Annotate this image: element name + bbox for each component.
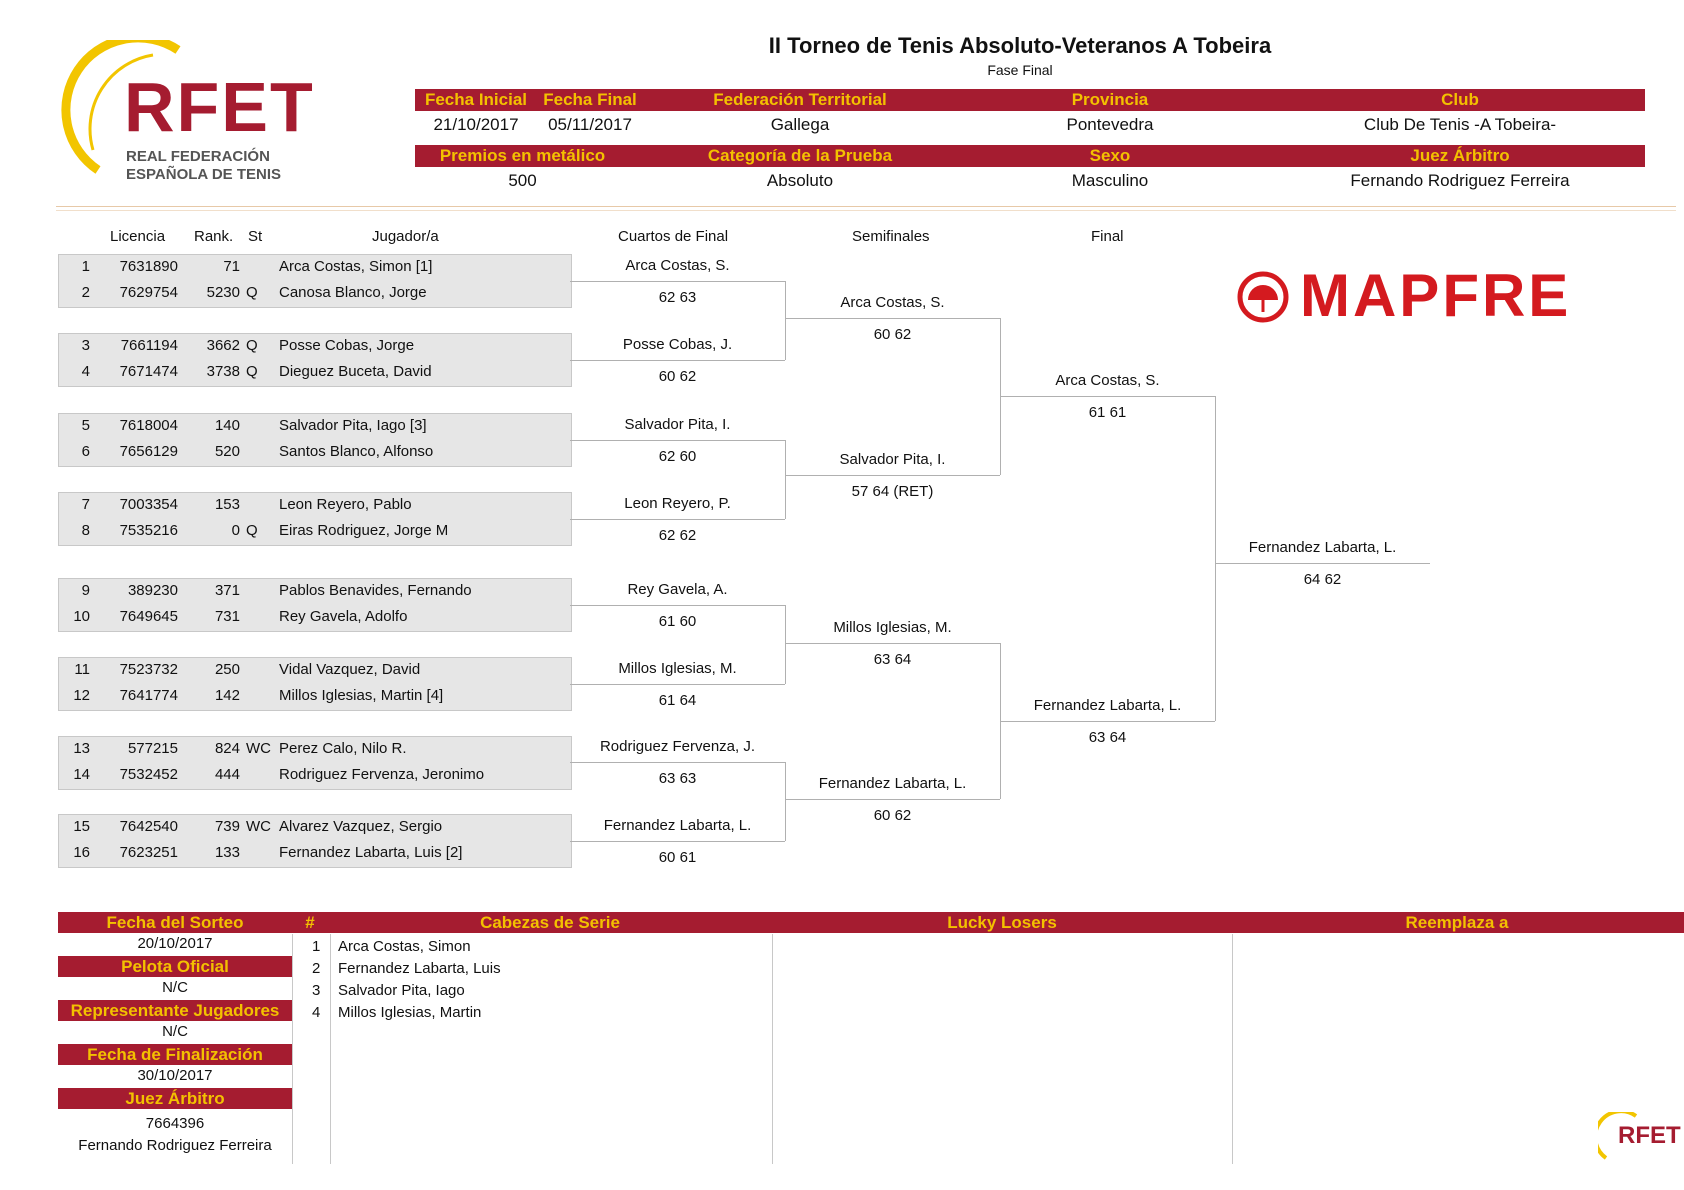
sf-winner: Millos Iglesias, M. — [833, 619, 952, 636]
label-club: Club — [1441, 90, 1479, 109]
info-header-bar-1 — [415, 89, 1645, 111]
label-juez: Juez Árbitro — [1410, 146, 1510, 165]
value-categoria: Absoluto — [766, 171, 834, 190]
player-status — [246, 843, 276, 863]
player-position: 13 — [73, 740, 90, 757]
value-provincia: Pontevedra — [1066, 115, 1154, 134]
qf-line — [570, 605, 785, 606]
label-premios: Premios en metálico — [439, 146, 606, 165]
final-score: 63 64 — [1088, 729, 1127, 746]
player-rank: 3662 — [206, 337, 240, 354]
finalizacion-label: Fecha de Finalización — [58, 1044, 292, 1065]
player-status: WC — [246, 818, 271, 835]
fecha-sorteo-label: Fecha del Sorteo — [58, 912, 292, 933]
player-name: Dieguez Buceta, David — [279, 363, 432, 380]
player-position: 15 — [73, 818, 90, 835]
player-license: 7629754 — [119, 284, 178, 301]
player-position: 3 — [81, 337, 90, 354]
player-name: Canosa Blanco, Jorge — [279, 284, 427, 301]
player-rank: 3738 — [206, 363, 240, 380]
player-status: Q — [246, 522, 258, 539]
player-rank: 133 — [214, 844, 240, 861]
col-final: Final — [1091, 228, 1124, 245]
info-header-bar-2 — [415, 145, 1645, 167]
player-license: 7661194 — [120, 337, 178, 354]
player-name: Posse Cobas, Jorge — [279, 337, 415, 354]
rfet-logo-line1: REAL FEDERACIÓN — [126, 148, 270, 165]
player-rank: 739 — [214, 818, 240, 835]
col-qf: Cuartos de Final — [618, 228, 729, 245]
player-position: 5 — [81, 417, 90, 434]
sf-score: 60 62 — [873, 326, 912, 343]
player-name: Leon Reyero, Pablo — [279, 496, 412, 513]
qf-score: 63 63 — [658, 770, 697, 787]
col-st: St — [248, 228, 263, 245]
player-rank: 5230 — [206, 284, 240, 301]
player-license: 7649645 — [119, 608, 178, 625]
player-status — [246, 442, 276, 462]
footer-divider-1 — [292, 934, 293, 1164]
qf-score: 60 61 — [658, 849, 697, 866]
seed-name: Millos Iglesias, Martin — [338, 1004, 482, 1021]
seed-number: 3 — [312, 982, 321, 999]
sf-line — [785, 643, 1000, 644]
representante-label: Representante Jugadores — [58, 1000, 292, 1021]
qf-line — [570, 281, 785, 282]
player-rank: 71 — [223, 258, 240, 275]
player-name: Eiras Rodriguez, Jorge M — [279, 522, 449, 539]
header-separator — [56, 206, 1676, 207]
value-premios: 500 — [508, 171, 537, 190]
hash-label: # — [305, 913, 315, 932]
reemplaza-label: Reemplaza a — [1405, 913, 1509, 932]
player-license: 7003354 — [119, 496, 178, 513]
sf-connector — [1000, 643, 1001, 799]
info-values-1 — [415, 114, 1645, 136]
player-rank: 140 — [214, 417, 240, 434]
value-sexo: Masculino — [1071, 171, 1149, 190]
qf-connector — [785, 605, 786, 684]
player-license: 7631890 — [119, 258, 178, 275]
value-fecha-final: 05/11/2017 — [548, 115, 632, 134]
page-subtitle: Fase Final — [987, 62, 1053, 78]
qf-line — [570, 841, 785, 842]
qf-winner: Posse Cobas, J. — [622, 336, 733, 353]
label-federacion: Federación Territorial — [713, 90, 887, 109]
final-winner: Fernandez Labarta, L. — [1033, 697, 1182, 714]
player-status: Q — [246, 337, 258, 354]
player-rank: 142 — [214, 687, 240, 704]
qf-score: 60 62 — [658, 368, 697, 385]
qf-line — [570, 440, 785, 441]
player-status — [246, 416, 276, 436]
player-position: 10 — [73, 608, 90, 625]
col-player: Jugador/a — [372, 228, 439, 245]
sf-line — [785, 318, 1000, 319]
col-sf: Semifinales — [852, 228, 930, 245]
qf-score: 62 60 — [658, 448, 697, 465]
finalizacion-value: 30/10/2017 — [137, 1067, 213, 1084]
player-position: 6 — [81, 443, 90, 460]
player-rank: 0 — [231, 522, 240, 539]
sf-winner: Salvador Pita, I. — [839, 451, 946, 468]
label-categoria: Categoría de la Prueba — [707, 146, 893, 165]
player-status: Q — [246, 363, 258, 380]
seed-name: Salvador Pita, Iago — [338, 982, 465, 999]
rfet-small-logo-text: RFET — [1618, 1122, 1681, 1149]
player-position: 16 — [73, 844, 90, 861]
player-position: 2 — [81, 284, 90, 301]
rfet-logo-line2: ESPAÑOLA DE TENIS — [126, 166, 282, 183]
final-line — [1000, 396, 1215, 397]
player-rank: 444 — [214, 766, 240, 783]
qf-score: 61 60 — [658, 613, 697, 630]
qf-winner: Arca Costas, S. — [625, 257, 730, 274]
player-status: WC — [246, 740, 271, 757]
representante-value: N/C — [162, 1023, 188, 1040]
sf-score: 57 64 (RET) — [851, 483, 934, 500]
seed-number: 2 — [312, 960, 321, 977]
label-fecha-final: Fecha Final — [543, 90, 637, 109]
player-position: 14 — [73, 766, 90, 783]
champion-winner: Fernandez Labarta, L. — [1248, 539, 1397, 556]
rfet-logo-main: RFET — [124, 68, 315, 146]
col-licencia: Licencia — [110, 228, 166, 245]
player-license: 7641774 — [119, 687, 178, 704]
sf-winner: Fernandez Labarta, L. — [818, 775, 967, 792]
qf-line — [570, 684, 785, 685]
player-status: Q — [246, 284, 258, 301]
player-license: 7535216 — [119, 522, 178, 539]
sf-score: 63 64 — [873, 651, 912, 668]
player-name: Vidal Vazquez, David — [279, 661, 421, 678]
final-winner: Arca Costas, S. — [1055, 372, 1160, 389]
player-name: Rodriguez Fervenza, Jeronimo — [279, 766, 485, 783]
player-position: 12 — [73, 687, 90, 704]
player-license: 7532452 — [119, 766, 178, 783]
qf-connector — [785, 440, 786, 519]
value-club: Club De Tenis -A Tobeira- — [1363, 115, 1557, 134]
qf-connector — [785, 281, 786, 360]
player-license: 389230 — [127, 582, 178, 599]
qf-winner: Fernandez Labarta, L. — [603, 817, 752, 834]
player-name: Pablos Benavides, Fernando — [279, 582, 472, 599]
rfet-logo — [58, 40, 318, 190]
mapfre-umbrella-icon — [1236, 270, 1292, 326]
qf-winner: Millos Iglesias, M. — [618, 660, 737, 677]
value-federacion: Gallega — [770, 115, 830, 134]
sf-winner: Arca Costas, S. — [840, 294, 945, 311]
seed-number: 4 — [312, 1004, 321, 1021]
player-rank: 153 — [214, 496, 240, 513]
player-license: 7623251 — [119, 844, 178, 861]
player-status — [246, 607, 276, 627]
juez-name-value: Fernando Rodriguez Ferreira — [78, 1137, 272, 1154]
player-rank: 250 — [214, 661, 240, 678]
rfet-small-logo — [1598, 1112, 1681, 1164]
qf-winner: Rey Gavela, A. — [627, 581, 728, 598]
sf-line — [785, 475, 1000, 476]
label-sexo: Sexo — [1089, 146, 1131, 165]
pelota-value: N/C — [162, 979, 188, 996]
qf-winner: Salvador Pita, I. — [624, 416, 731, 433]
player-license: 7523732 — [119, 661, 178, 678]
qf-line — [570, 519, 785, 520]
player-name: Alvarez Vazquez, Sergio — [279, 818, 443, 835]
seed-number: 1 — [312, 938, 321, 955]
player-license: 577215 — [127, 740, 178, 757]
player-rank: 824 — [214, 740, 240, 757]
player-status — [246, 686, 276, 706]
player-license: 7671474 — [119, 363, 178, 380]
player-name: Arca Costas, Simon [1] — [279, 258, 433, 275]
seed-name: Fernandez Labarta, Luis — [338, 960, 501, 977]
fecha-sorteo-value: 20/10/2017 — [137, 935, 213, 952]
qf-line — [570, 762, 785, 763]
player-position: 4 — [81, 363, 90, 380]
player-position: 1 — [81, 258, 90, 275]
page-title: II Torneo de Tenis Absoluto-Veteranos A Tobeira — [768, 33, 1272, 58]
qf-score: 61 64 — [658, 692, 697, 709]
header-separator-2 — [56, 210, 1676, 211]
player-name: Millos Iglesias, Martin [4] — [279, 687, 444, 704]
footer-divider-3 — [772, 934, 773, 1164]
player-rank: 731 — [214, 608, 240, 625]
sf-line — [785, 799, 1000, 800]
qf-connector — [785, 762, 786, 841]
player-license: 7642540 — [119, 818, 178, 835]
mapfre-wordmark: MAPFRE — [1300, 262, 1572, 329]
seeds-label: Cabezas de Serie — [480, 913, 620, 932]
qf-score: 62 63 — [658, 289, 697, 306]
player-rank: 371 — [214, 582, 240, 599]
player-name: Salvador Pita, Iago [3] — [279, 417, 427, 434]
juez-lic-value: 7664396 — [145, 1115, 205, 1132]
footer-divider-4 — [1232, 934, 1233, 1164]
player-position: 9 — [81, 582, 90, 599]
player-status — [246, 581, 276, 601]
player-license: 7618004 — [119, 417, 178, 434]
sf-score: 60 62 — [873, 807, 912, 824]
champion-score: 64 62 — [1303, 571, 1342, 588]
champion-line — [1215, 563, 1430, 564]
mapfre-logo — [1236, 262, 1646, 329]
label-provincia: Provincia — [1071, 90, 1149, 109]
player-name: Fernandez Labarta, Luis [2] — [279, 844, 463, 861]
col-rank: Rank. — [194, 228, 234, 245]
player-rank: 520 — [214, 443, 240, 460]
player-name: Rey Gavela, Adolfo — [279, 608, 408, 625]
player-name: Perez Calo, Nilo R. — [279, 740, 407, 757]
seed-name: Arca Costas, Simon — [338, 938, 471, 955]
qf-line — [570, 360, 785, 361]
player-license: 7656129 — [119, 443, 178, 460]
player-status — [246, 765, 276, 785]
qf-score: 62 62 — [658, 527, 697, 544]
player-position: 7 — [81, 496, 90, 513]
player-name: Santos Blanco, Alfonso — [279, 443, 434, 460]
juez-label: Juez Árbitro — [58, 1088, 292, 1109]
value-juez: Fernando Rodriguez Ferreira — [1350, 171, 1570, 190]
player-status — [246, 495, 276, 515]
final-line — [1000, 721, 1215, 722]
player-position: 8 — [81, 522, 90, 539]
pelota-label: Pelota Oficial — [58, 956, 292, 977]
qf-winner: Rodriguez Fervenza, J. — [599, 738, 756, 755]
footer-divider-2 — [330, 934, 331, 1164]
label-fecha-inicial: Fecha Inicial — [424, 90, 528, 109]
sf-connector — [1000, 318, 1001, 475]
qf-winner: Leon Reyero, P. — [624, 495, 731, 512]
info-values-2 — [415, 170, 1645, 192]
final-score: 61 61 — [1088, 404, 1127, 421]
player-status — [246, 660, 276, 680]
final-connector — [1215, 396, 1216, 721]
value-fecha-inicial: 21/10/2017 — [433, 115, 519, 134]
player-status — [246, 257, 276, 277]
lucky-losers-label: Lucky Losers — [947, 913, 1057, 932]
player-position: 11 — [74, 661, 90, 678]
